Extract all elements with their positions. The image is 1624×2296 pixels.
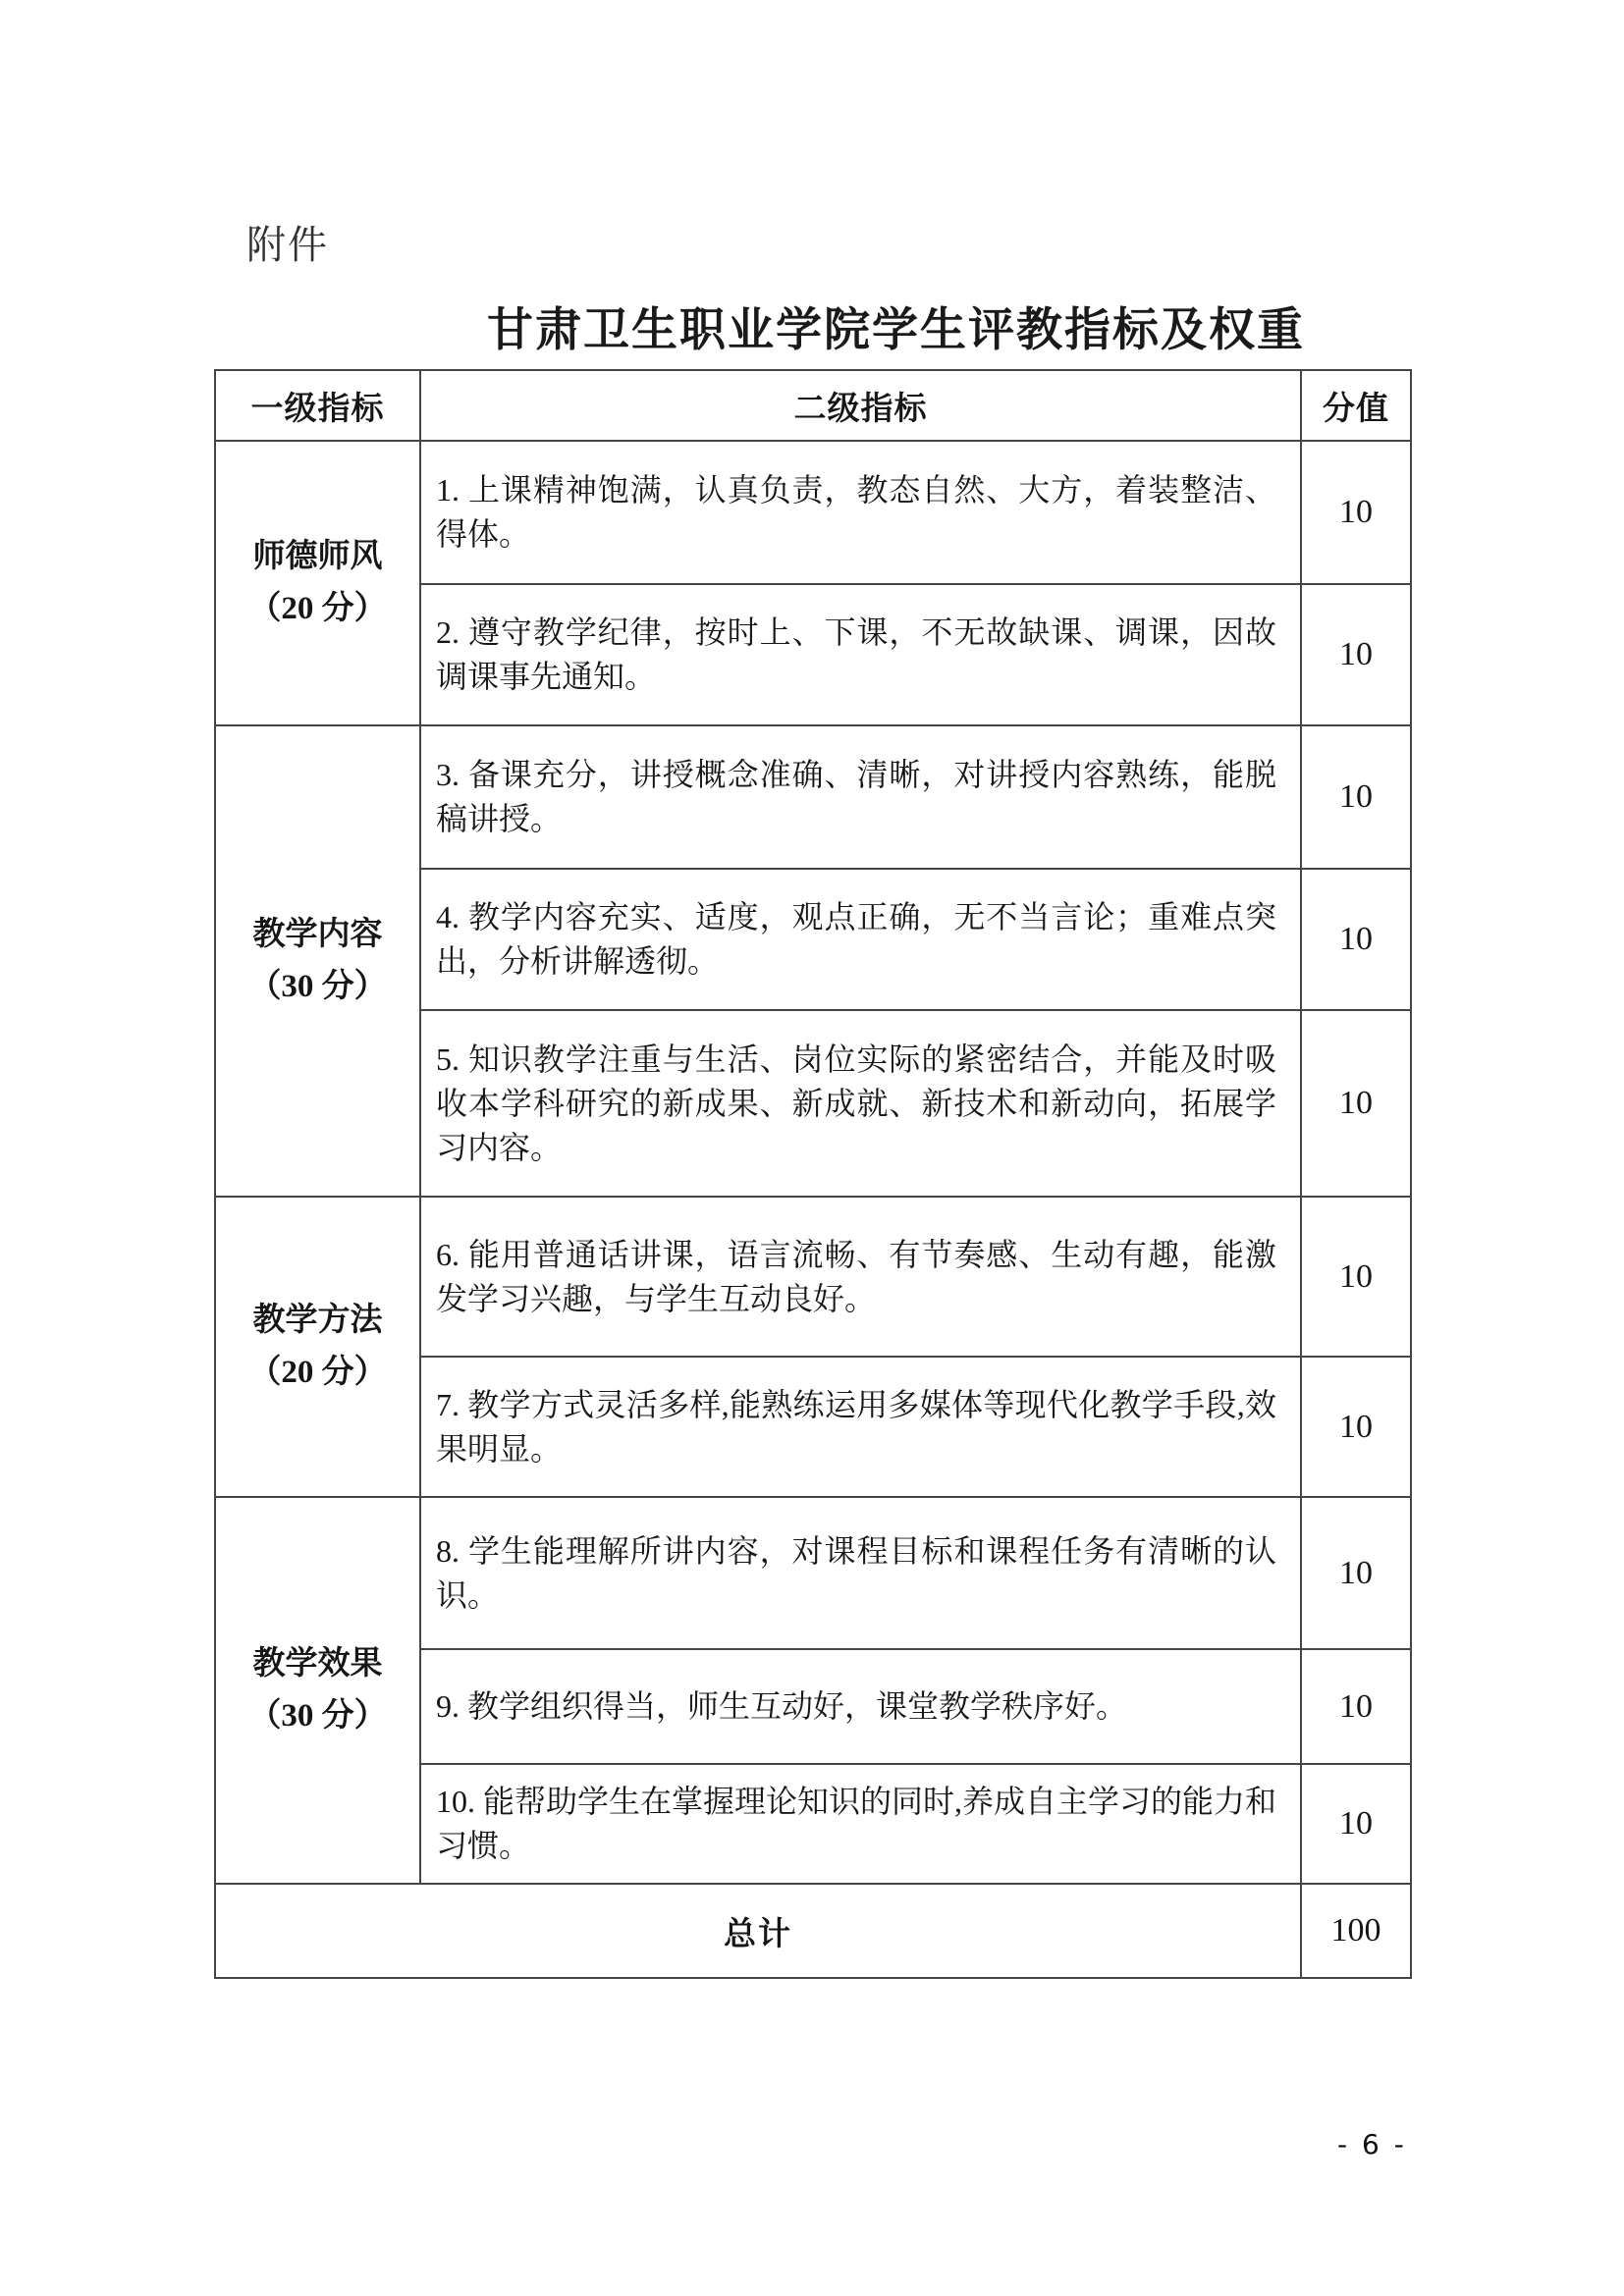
indicator-cell: 9. 教学组织得当，师生互动好，课堂教学秩序好。: [420, 1649, 1301, 1764]
group-name: 教学内容: [252, 916, 383, 952]
indicator-cell: 8. 学生能理解所讲内容，对课程目标和课程任务有清晰的认识。: [420, 1497, 1301, 1649]
indicator-cell: 4. 教学内容充实、适度，观点正确，无不当言论；重难点突出，分析讲解透彻。: [420, 869, 1301, 1010]
header-level1-indicator: 一级指标: [215, 370, 420, 441]
indicator-cell: 1. 上课精神饱满，认真负责，教态自然、大方，着装整洁、得体。: [420, 441, 1301, 584]
group-cell: [215, 1197, 420, 1497]
group-weight: （20 分）: [248, 1355, 387, 1390]
group-cell: [215, 441, 420, 725]
score-cell: 10: [1301, 1197, 1411, 1357]
indicator-cell: 6. 能用普通话讲课，语言流畅、有节奏感、生动有趣，能激发学习兴趣，与学生互动良好。: [420, 1197, 1301, 1357]
total-label-cell: 总计: [215, 1884, 1301, 1978]
group-name: 师德师风: [252, 538, 383, 574]
header-score: 分值: [1301, 370, 1411, 441]
table-row: [215, 1197, 1411, 1357]
indicator-rows: [215, 441, 1411, 1884]
group-weight: （20 分）: [248, 591, 387, 626]
indicator-cell: 2. 遵守教学纪律，按时上、下课，不无故缺课、调课，因故调课事先通知。: [420, 584, 1301, 725]
score-cell: 10: [1301, 1764, 1411, 1884]
score-cell: 10: [1301, 584, 1411, 725]
score-cell: 10: [1301, 441, 1411, 584]
indicator-cell: 10. 能帮助学生在掌握理论知识的同时,养成自主学习的能力和习惯。: [420, 1764, 1301, 1884]
indicator-cell: 3. 备课充分，讲授概念准确、清晰，对讲授内容熟练，能脱稿讲授。: [420, 725, 1301, 869]
table-header-row: [215, 370, 1411, 441]
table-row: [215, 725, 1411, 869]
group-weight: （30 分）: [248, 969, 387, 1004]
indicator-cell: 5. 知识教学注重与生活、岗位实际的紧密结合，并能及时吸收本学科研究的新成果、新成就、新技术和新动向，拓展学习内容。: [420, 1010, 1301, 1197]
indicator-cell: 7. 教学方式灵活多样,能熟练运用多媒体等现代化教学手段,效果明显。: [420, 1357, 1301, 1497]
score-cell: 10: [1301, 1497, 1411, 1649]
table-row: [215, 441, 1411, 584]
group-name: 教学方法: [252, 1302, 383, 1338]
group-name: 教学效果: [252, 1645, 383, 1682]
page-number: - 6 -: [1337, 2128, 1407, 2161]
header-level2-indicator: 二级指标: [420, 370, 1301, 441]
score-cell: 10: [1301, 1357, 1411, 1497]
total-row: [215, 1884, 1411, 1978]
group-cell: [215, 1497, 420, 1884]
attachment-label: 附件: [246, 223, 329, 268]
score-cell: 10: [1301, 1010, 1411, 1197]
document-title: 甘肃卫生职业学院学生评教指标及权重: [487, 305, 1305, 356]
total-score-cell: 100: [1301, 1884, 1411, 1978]
score-cell: 10: [1301, 869, 1411, 1010]
group-weight: （30 分）: [248, 1698, 387, 1734]
evaluation-table: [214, 369, 1412, 1979]
score-cell: 10: [1301, 725, 1411, 869]
score-cell: 10: [1301, 1649, 1411, 1764]
table-row: [215, 1497, 1411, 1649]
group-cell: [215, 725, 420, 1197]
